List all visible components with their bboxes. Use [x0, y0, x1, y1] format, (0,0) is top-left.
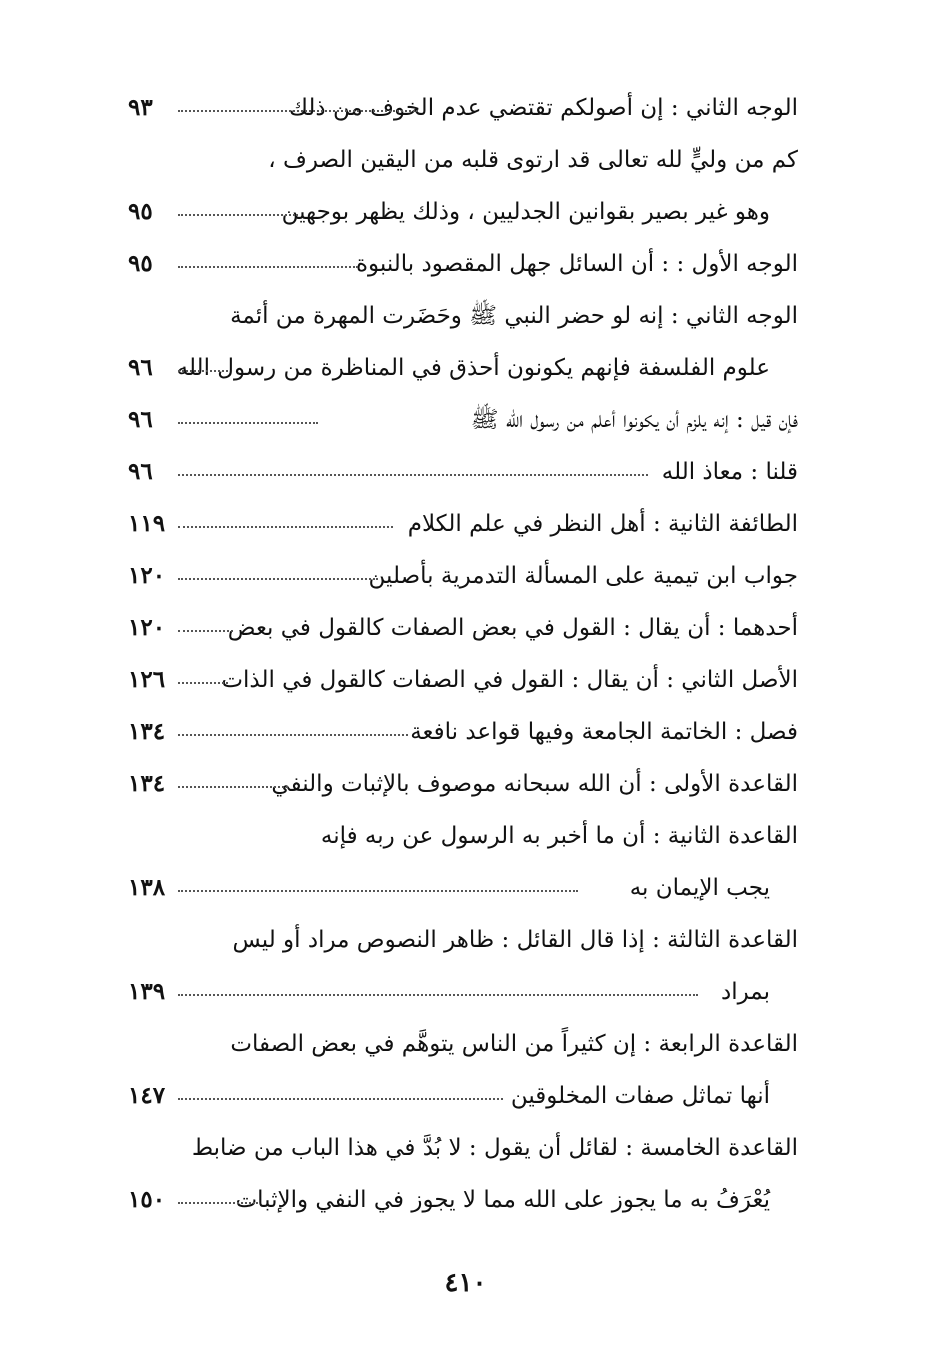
toc-entry-page: ١٣٤ [128, 718, 166, 745]
toc-entry [128, 966, 798, 1018]
toc-entry-title: أنها تماثل صفات المخلوقين [510, 1083, 770, 1109]
toc-entry-page: ١٢٠ [128, 562, 166, 589]
toc-entry-title: الطائفة الثانية : أهل النظر في علم الكلام [407, 511, 798, 537]
toc-entry [128, 602, 798, 654]
leader-dots [178, 776, 288, 788]
toc-entry-title: بمراد [720, 979, 770, 1005]
toc-entry-page: ٩٥ [128, 250, 153, 277]
toc-entry-page: ٩٣ [128, 94, 153, 121]
toc-entry-title: فإن قيل : إنه يلزم أن يكونوا أعلم من رسول الله ﷺ [470, 407, 798, 433]
toc-entry-page: ٩٦ [128, 354, 153, 381]
toc-entry-title: القاعدة الثالثة : إذا قال القائل : ظاهر النصوص مراد أو ليس [232, 927, 798, 953]
toc-entry [128, 758, 798, 810]
toc-entry-page: ٩٦ [128, 458, 153, 485]
toc-entry-title: فصل : الخاتمة الجامعة وفيها قواعد نافعة [410, 719, 798, 745]
toc-entry [128, 82, 798, 134]
toc-entry-page: ١٣٩ [128, 978, 166, 1005]
toc-entry-title: وهو غير بصير بقوانين الجدليين ، وذلك يظهر بوجهين [281, 199, 770, 225]
toc-entry-title: يجب الإيمان به [629, 875, 770, 901]
toc-entry-title: القاعدة الخامسة : لقائل أن يقول : لا بُدَّ في هذا الباب من ضابط [191, 1135, 798, 1161]
toc-entry [128, 706, 798, 758]
toc-entry [128, 394, 798, 446]
toc-entry-page: ١١٩ [128, 510, 166, 537]
toc-entry [128, 238, 798, 290]
toc-entry-title: الوجه الأول : : أن السائل جهل المقصود بالنبوة [355, 251, 798, 277]
toc-entry-title: أحدهما : أن يقال : القول في بعض الصفات كالقول في بعض [227, 615, 798, 641]
leader-dots [178, 880, 578, 892]
toc-entry-title: علوم الفلسفة فإنهم يكونون أحذق في المناظرة من رسول الله [176, 355, 770, 381]
leader-dots [178, 412, 318, 424]
toc-entry [128, 550, 798, 602]
toc-entry [128, 186, 798, 238]
toc-entry-page: ١٣٤ [128, 770, 166, 797]
toc-entry [128, 1122, 798, 1174]
toc-entry [128, 290, 798, 342]
toc-entry-page: ٩٥ [128, 198, 153, 225]
toc-entry [128, 654, 798, 706]
toc-entry-page: ١٥٠ [128, 1186, 166, 1213]
toc-entry [128, 1174, 798, 1226]
toc-entry [128, 134, 798, 186]
leader-dots [178, 1088, 503, 1100]
toc-entry-page: ١٣٨ [128, 874, 166, 901]
table-of-contents [128, 82, 798, 1226]
toc-entry [128, 446, 798, 498]
leader-dots [178, 360, 228, 372]
toc-entry-title: قلنا : معاذ الله [661, 459, 798, 485]
toc-entry-page: ١٢٦ [128, 666, 166, 693]
toc-entry-page: ١٤٧ [128, 1082, 166, 1109]
leader-dots [178, 516, 393, 528]
leader-dots [178, 724, 408, 736]
leader-dots [178, 568, 378, 580]
page-number: ٤١٠ [444, 1268, 487, 1298]
leader-dots [178, 984, 698, 996]
leader-dots [178, 256, 358, 268]
toc-entry-title: جواب ابن تيمية على المسألة التدمرية بأصلين [368, 563, 798, 589]
toc-entry [128, 862, 798, 914]
toc-entry-title: الوجه الثاني : إن أصولكم تقتضي عدم الخوف من ذلك [289, 95, 798, 121]
toc-entry-title: الأصل الثاني : أن يقال : القول في الصفات كالقول في الذات [221, 667, 798, 693]
toc-entry-title: الوجه الثاني : إنه لو حضر النبي ﷺ وحَضَرت المهرة من أئمة [230, 303, 798, 329]
toc-entry [128, 810, 798, 862]
toc-entry-title: القاعدة الرابعة : إن كثيراً من الناس يتوهَّم في بعض الصفات [230, 1031, 798, 1057]
toc-entry-title: يُعْرَفُ به ما يجوز على الله مما لا يجوز في النفي والإثبات [235, 1187, 770, 1213]
toc-entry [128, 342, 798, 394]
leader-dots [178, 204, 298, 216]
leader-dots [178, 1192, 258, 1204]
toc-entry [128, 498, 798, 550]
toc-entry-page: ٩٦ [128, 406, 153, 433]
leader-dots [178, 100, 418, 112]
leader-dots [178, 464, 648, 476]
toc-entry [128, 914, 798, 966]
toc-entry-page: ١٢٠ [128, 614, 166, 641]
toc-entry [128, 1070, 798, 1122]
toc-entry [128, 1018, 798, 1070]
leader-dots [178, 672, 228, 684]
leader-dots [178, 620, 233, 632]
toc-entry-title: القاعدة الأولى : أن الله سبحانه موصوف بالإثبات والنفي [271, 771, 798, 797]
toc-entry-title: كم من وليٍّ لله تعالى قد ارتوى قلبه من اليقين الصرف ، [268, 147, 798, 173]
toc-entry-title: القاعدة الثانية : أن ما أخبر به الرسول عن ربه فإنه [320, 823, 798, 849]
